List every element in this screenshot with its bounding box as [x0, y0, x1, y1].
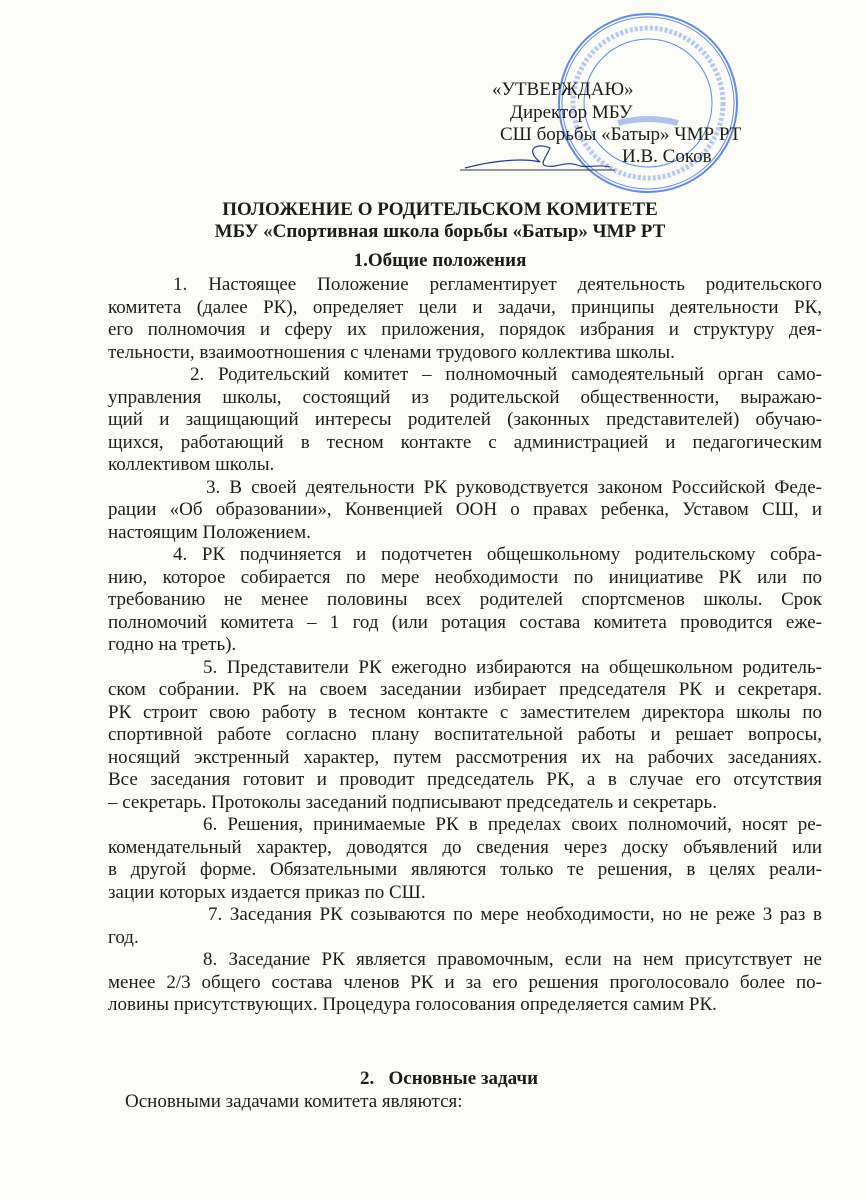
- paragraph-line: управления школы, состоящий из родительской общественности, выражаю-: [108, 386, 822, 408]
- paragraph-line: – секретарь. Протоколы заседаний подписывают председатель и секретарь.: [108, 791, 717, 813]
- paragraph-line: 6. Решения, принимаемые РК в пределах своих полномочий, носят ре-: [203, 814, 822, 835]
- document-title: ПОЛОЖЕНИЕ О РОДИТЕЛЬСКОМ КОМИТЕТЕ: [222, 199, 658, 220]
- paragraph-line: 3. В своей деятельности РК руководствуется законом Российской Феде-: [206, 476, 822, 498]
- paragraph-line: комендательный характер, доводятся до сведения через доску объявлений или: [108, 836, 822, 858]
- signature: [455, 140, 625, 180]
- paragraph-7: [108, 904, 822, 949]
- paragraph-line: зации которых издается приказ по СШ.: [108, 881, 426, 903]
- approver-name: И.В. Соков: [622, 146, 712, 167]
- paragraph-line: менее 2/3 общего состава членов РК и за его решения проголосовало более по-: [108, 971, 822, 993]
- paragraph-line: спортивной работе согласно плану воспитательной работы и решает вопросы,: [108, 724, 822, 745]
- document-subtitle: МБУ «Спортивная школа борьбы «Батыр» ЧМР РТ: [214, 221, 666, 242]
- paragraph-line: коллективом школы.: [108, 454, 275, 475]
- approval-label: «УТВЕРЖДАЮ»: [492, 79, 634, 100]
- paragraph-line: щихся, работающий в тесном контакте с администрацией и педагогическим: [108, 431, 822, 453]
- paragraph-6: [108, 814, 822, 904]
- paragraph-8: [108, 949, 822, 1017]
- paragraph-3: [108, 477, 822, 545]
- paragraph-line: нию, которое собирается по мере необходимости по инициативе РК или по: [108, 566, 822, 588]
- paragraph-line: полномочий комитета – 1 год (или ротация состава комитета проводится еже-: [108, 611, 822, 633]
- paragraph-line: год.: [108, 926, 139, 948]
- paragraph-1: [108, 274, 822, 364]
- paragraph-line: 5. Представители РК ежегодно избираются на общешкольном родитель-: [203, 656, 822, 678]
- paragraph-line: щий и защищающий интересы родителей (законных представителей) обучаю-: [108, 409, 822, 430]
- paragraph-4: [108, 544, 822, 657]
- paragraph-line: годно на треть).: [108, 634, 237, 655]
- paragraph-line: РК строит свою работу в тесном контакте с заместителем директора школы по: [108, 701, 822, 723]
- paragraph-line: требованию не менее половины всех родителей спортсменов школы. Срок: [108, 589, 822, 610]
- paragraph-line: комитета (далее РК), определяет цели и задачи, принципы деятельности РК,: [108, 296, 822, 318]
- paragraph-line: тельности, взаимоотношения с членами трудового коллектива школы.: [108, 341, 675, 363]
- paragraph-5: [108, 657, 822, 815]
- paragraph-line: 2. Родительский комитет – полномочный самодеятельный орган само-: [190, 364, 822, 385]
- paragraph-line: настоящим Положением.: [108, 521, 311, 543]
- paragraph-line: Все заседания готовит и проводит председатель РК, а в случае его отсутствия: [108, 769, 822, 790]
- paragraph-line: 8. Заседание РК является правомочным, если на нем присутствует не: [203, 949, 822, 970]
- section-2-intro: Основными задачами комитета являются:: [125, 1091, 463, 1112]
- section-1-body: [108, 274, 822, 1017]
- paragraph-line: в другой форме. Обязательными являются только те решения, в целях реали-: [108, 859, 822, 880]
- paragraph-line: его полномочия и сферу их приложения, порядок избрания и структуру дея-: [108, 319, 822, 340]
- paragraph-line: 7. Заседания РК созываются по мере необходимости, но не реже 3 раз в: [208, 904, 822, 925]
- paragraph-line: 1. Настоящее Положение регламентирует деятельность родительского: [173, 274, 822, 295]
- paragraph-line: ском собрании. РК на своем заседании избирает председателя РК и секретаря.: [108, 679, 822, 700]
- paragraph-line: ловины присутствующих. Процедура голосования определяется самим РК.: [108, 994, 717, 1015]
- paragraph-line: носящий экстренный характер, путем рассмотрения их на рабочих заседаниях.: [108, 746, 822, 768]
- approver-organization: СШ борьбы «Батыр» ЧМР РТ: [500, 124, 742, 145]
- paragraph-2: [108, 364, 822, 477]
- paragraph-line: 4. РК подчиняется и подотчетен общешкольному родительскому собра-: [173, 544, 822, 565]
- paragraph-line: рации «Об образовании», Конвенцией ООН о правах ребенка, Уставом СШ, и: [108, 499, 822, 520]
- section-2-heading: 2. Основные задачи: [360, 1068, 539, 1089]
- section-1-heading: 1.Общие положения: [353, 250, 527, 271]
- approver-position: Директор МБУ: [510, 102, 633, 123]
